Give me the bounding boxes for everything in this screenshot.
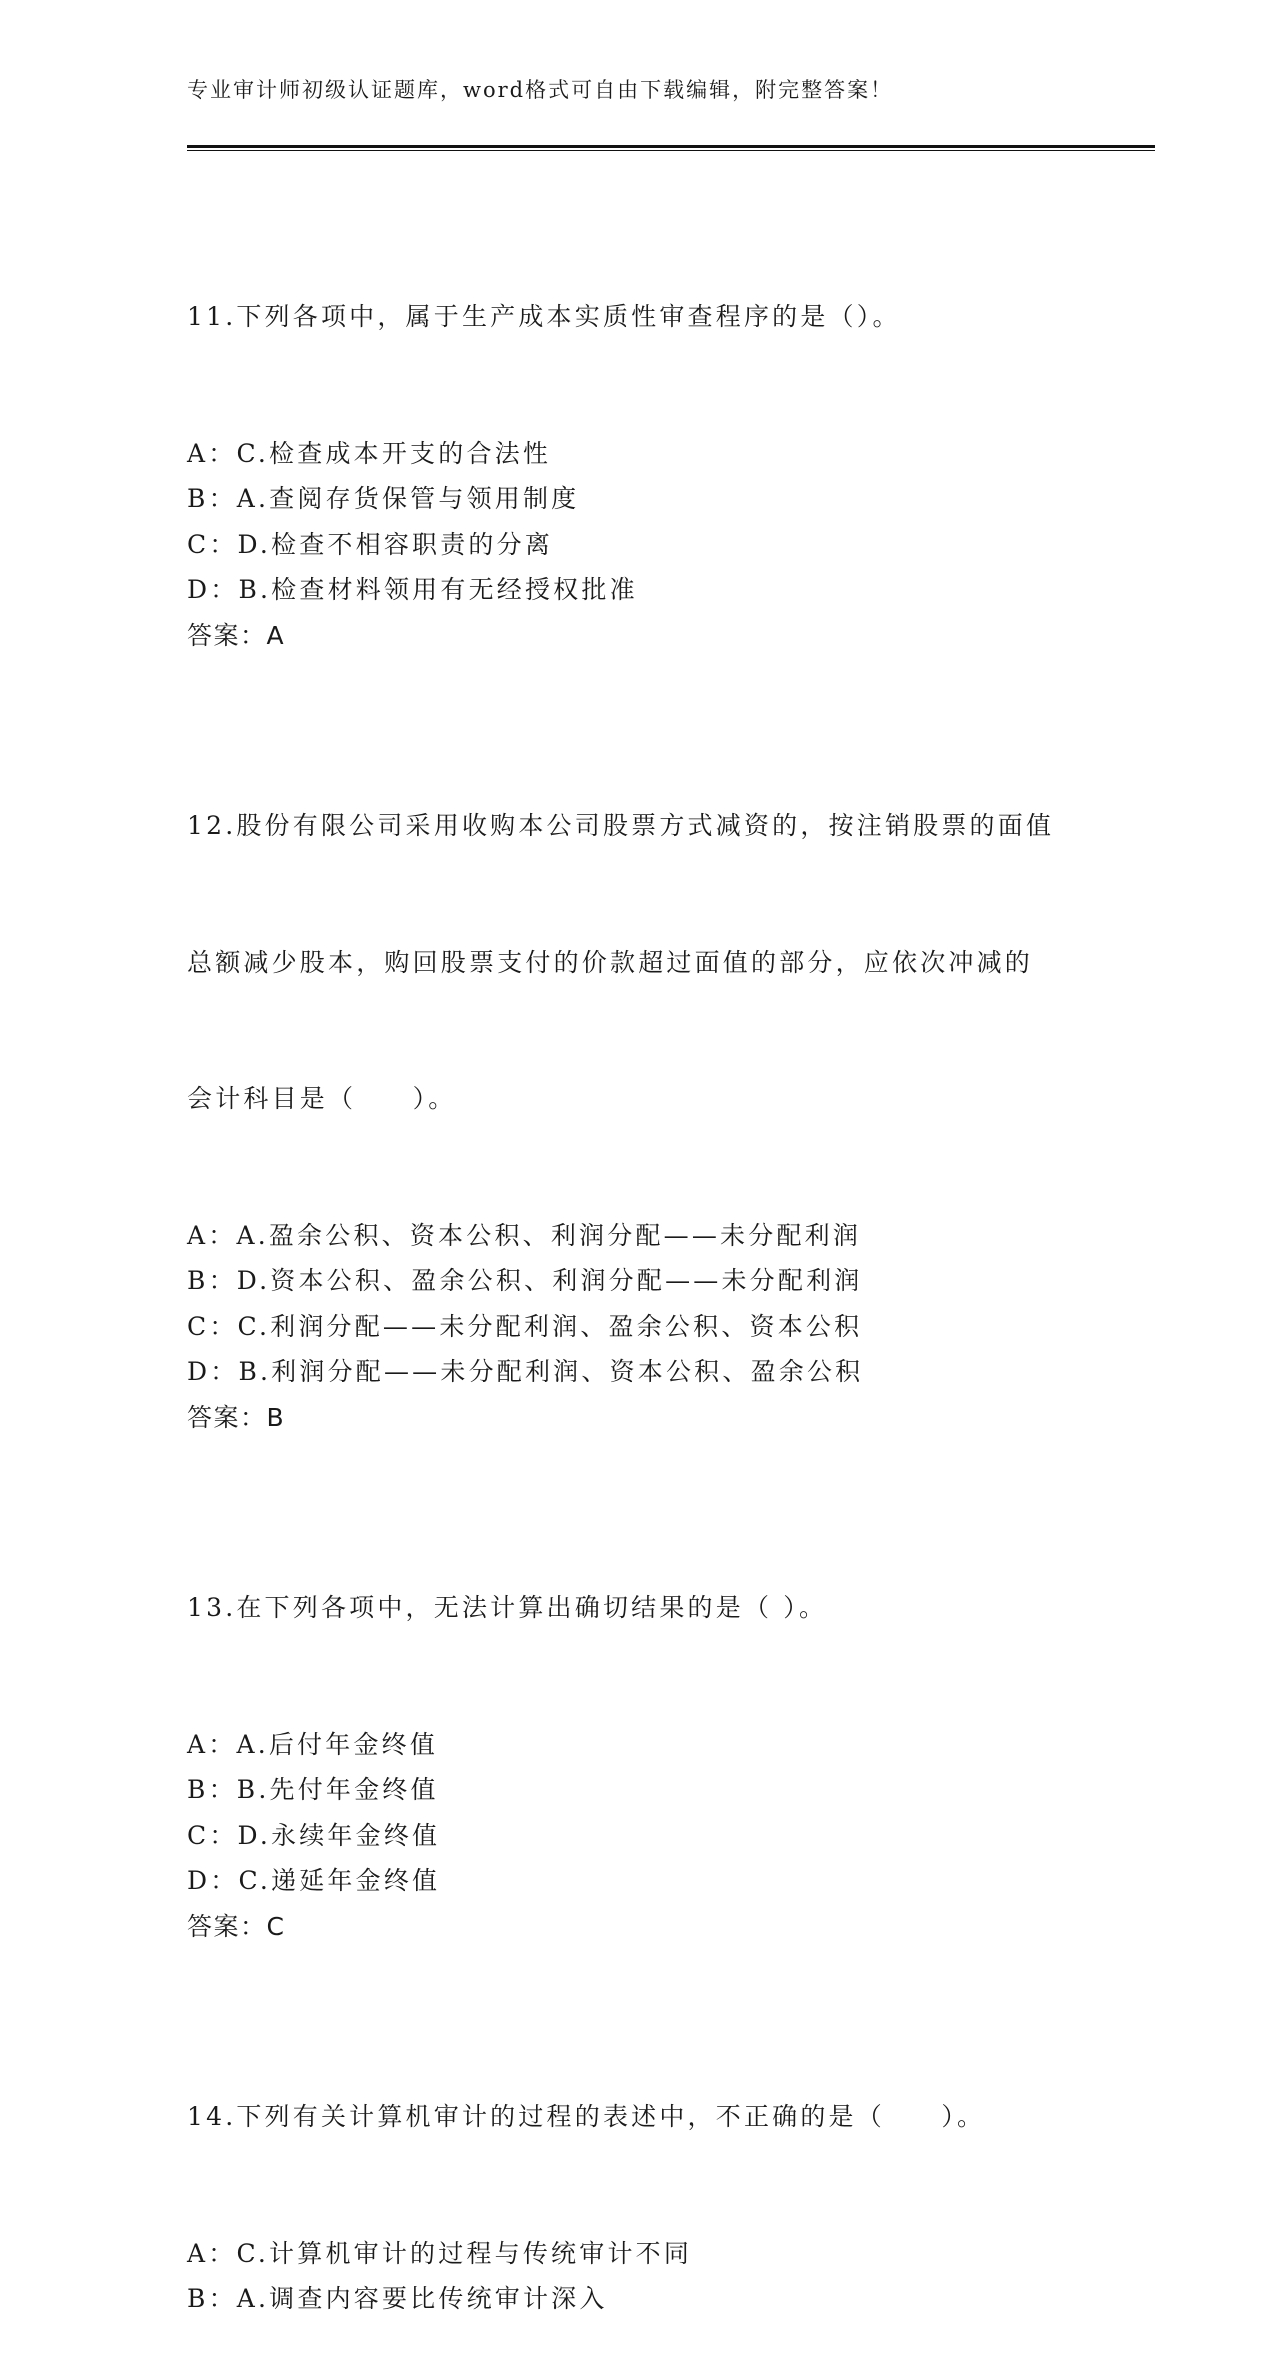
stem-line: 13.在下列各项中，无法计算出确切结果的是（ ）。	[187, 1593, 828, 1622]
stem-line: 会计科目是（ ）。	[187, 1084, 457, 1113]
option-b: B：A.查阅存货保管与领用制度	[187, 484, 580, 513]
answer: 答案：C	[187, 1911, 286, 1941]
question-13	[187, 1494, 1087, 1949]
stem-line: 12.股份有限公司采用收购本公司股票方式减资的，按注销股票的面值	[187, 811, 1055, 840]
option-b: B：A.调查内容要比传统审计深入	[187, 2284, 608, 2313]
option-c: C：C.利润分配——未分配利润、盈余公积、资本公积	[187, 1311, 863, 1341]
stem-line: 总额减少股本，购回股票支付的价款超过面值的部分，应依次冲减的	[187, 947, 1034, 977]
option-c: C：D.永续年金终值	[187, 1820, 441, 1850]
question-11	[187, 203, 1087, 658]
answer: 答案：B	[187, 1402, 286, 1432]
option-c: C：D.检查不相容职责的分离	[187, 529, 554, 559]
stem-line: 14.下列有关计算机审计的过程的表述中，不正确的是（ ）。	[187, 2102, 986, 2131]
option-d: D：C.递延年金终值	[187, 1866, 441, 1895]
question-stem	[187, 712, 1087, 1213]
option-a: A：A.后付年金终值	[187, 1729, 439, 1759]
option-b: B：B.先付年金终值	[187, 1775, 439, 1804]
option-a: A：C.计算机审计的过程与传统审计不同	[187, 2238, 693, 2268]
question-12	[187, 712, 1087, 1440]
option-a: A：C.检查成本开支的合法性	[187, 438, 552, 468]
option-d: D：B.利润分配——未分配利润、资本公积、盈余公积	[187, 1357, 864, 1386]
question-stem	[187, 2003, 1087, 2231]
question-list	[187, 203, 1087, 2376]
question-stem	[187, 203, 1087, 431]
header-rule-thin	[187, 150, 1155, 151]
option-b: B：D.资本公积、盈余公积、利润分配——未分配利润	[187, 1266, 863, 1295]
option-a: A：A.盈余公积、资本公积、利润分配——未分配利润	[187, 1220, 862, 1250]
page-header: 专业审计师初级认证题库，word格式可自由下载编辑，附完整答案！	[187, 78, 894, 102]
header-rule-thick	[187, 145, 1155, 148]
option-d: D：B.检查材料领用有无经授权批准	[187, 575, 638, 604]
question-stem	[187, 1494, 1087, 1722]
answer: 答案：A	[187, 620, 286, 650]
stem-line: 11.下列各项中，属于生产成本实质性审查程序的是（）。	[187, 302, 901, 331]
question-14	[187, 2003, 1087, 2322]
